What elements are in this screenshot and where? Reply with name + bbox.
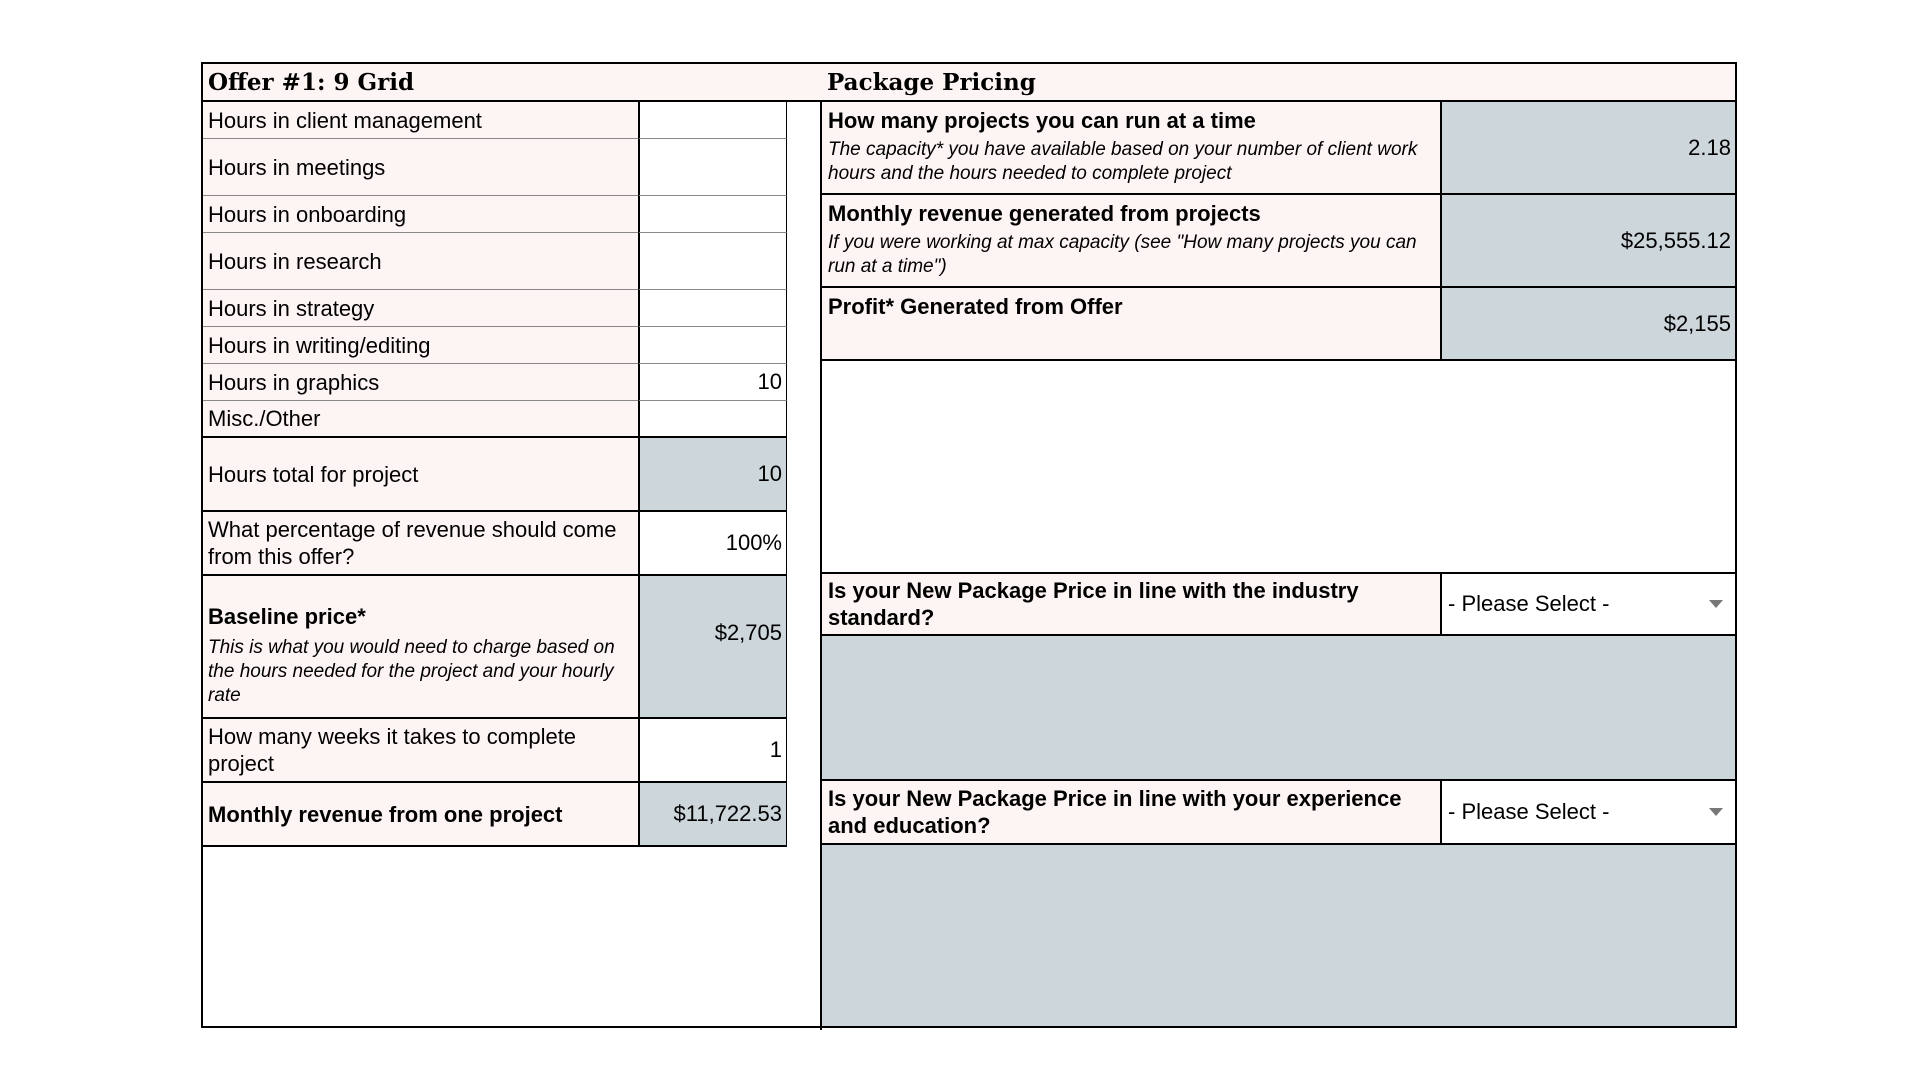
label-hours-total: Hours total for project (203, 438, 638, 512)
input-client-management[interactable] (638, 102, 787, 139)
offer-title: Offer #1: 9 Grid (203, 64, 820, 102)
input-onboarding[interactable] (638, 196, 787, 233)
label-industry-question: Is your New Package Price in line with the industry standard? (822, 572, 1442, 636)
label-writing-editing: Hours in writing/editing (203, 327, 638, 364)
value-hours-total: 10 (638, 438, 787, 512)
input-weeks-to-complete[interactable]: 1 (638, 719, 787, 783)
label-profit: Profit* Generated from Offer (822, 288, 1442, 361)
input-research[interactable] (638, 233, 787, 290)
value-monthly-revenue-projects: $25,555.12 (1442, 195, 1735, 288)
label-meetings: Hours in meetings (203, 139, 638, 196)
experience-dropdown-value: - Please Select - (1448, 799, 1610, 824)
label-experience-question: Is your New Package Price in line with your experience and education? (822, 781, 1442, 845)
package-pricing-title: Package Pricing (820, 64, 1735, 102)
chevron-down-icon[interactable] (1709, 600, 1723, 608)
input-meetings[interactable] (638, 139, 787, 196)
industry-response-area (822, 636, 1735, 781)
industry-standard-dropdown[interactable] (1442, 572, 1735, 636)
value-profit: $2,155 (1442, 288, 1735, 361)
capacity-note: The capacity* you have available based on your number of client work hours and the hours needed to complete project (828, 139, 1418, 184)
input-misc-other[interactable] (638, 401, 787, 438)
input-strategy[interactable] (638, 290, 787, 327)
baseline-price-label-cell (203, 576, 638, 719)
value-monthly-revenue-one: $11,722.53 (638, 783, 787, 847)
baseline-price-note: This is what you would need to charge based on the hours needed for the project and your hourly rate (208, 637, 615, 706)
experience-education-dropdown[interactable] (1442, 781, 1735, 845)
label-weeks-to-complete: How many weeks it takes to complete project (203, 719, 638, 783)
chevron-down-icon[interactable] (1709, 808, 1723, 816)
value-capacity: 2.18 (1442, 102, 1735, 195)
input-writing-editing[interactable] (638, 327, 787, 364)
label-graphics: Hours in graphics (203, 364, 638, 401)
capacity-label-cell (822, 102, 1442, 195)
monthly-revenue-projects-note: If you were working at max capacity (see "How many projects you can run at a time") (828, 232, 1417, 277)
label-onboarding: Hours in onboarding (203, 196, 638, 233)
label-capacity: How many projects you can run at a time (828, 108, 1256, 133)
spreadsheet-grid (201, 62, 1737, 1028)
label-monthly-revenue-projects: Monthly revenue generated from projects (828, 201, 1261, 226)
experience-response-area (822, 845, 1735, 1026)
input-graphics[interactable]: 10 (638, 364, 787, 401)
input-revenue-percentage[interactable]: 100% (638, 512, 787, 576)
industry-dropdown-value: - Please Select - (1448, 591, 1610, 616)
label-misc-other: Misc./Other (203, 401, 638, 438)
label-strategy: Hours in strategy (203, 290, 638, 327)
label-client-management: Hours in client management (203, 102, 638, 139)
label-research: Hours in research (203, 233, 638, 290)
label-baseline-price: Baseline price* (208, 604, 366, 629)
monthly-revenue-projects-label-cell (822, 195, 1442, 288)
value-baseline-price: $2,705 (638, 576, 787, 719)
label-revenue-percentage: What percentage of revenue should come from this offer? (203, 512, 638, 576)
label-monthly-revenue-one: Monthly revenue from one project (203, 783, 638, 847)
